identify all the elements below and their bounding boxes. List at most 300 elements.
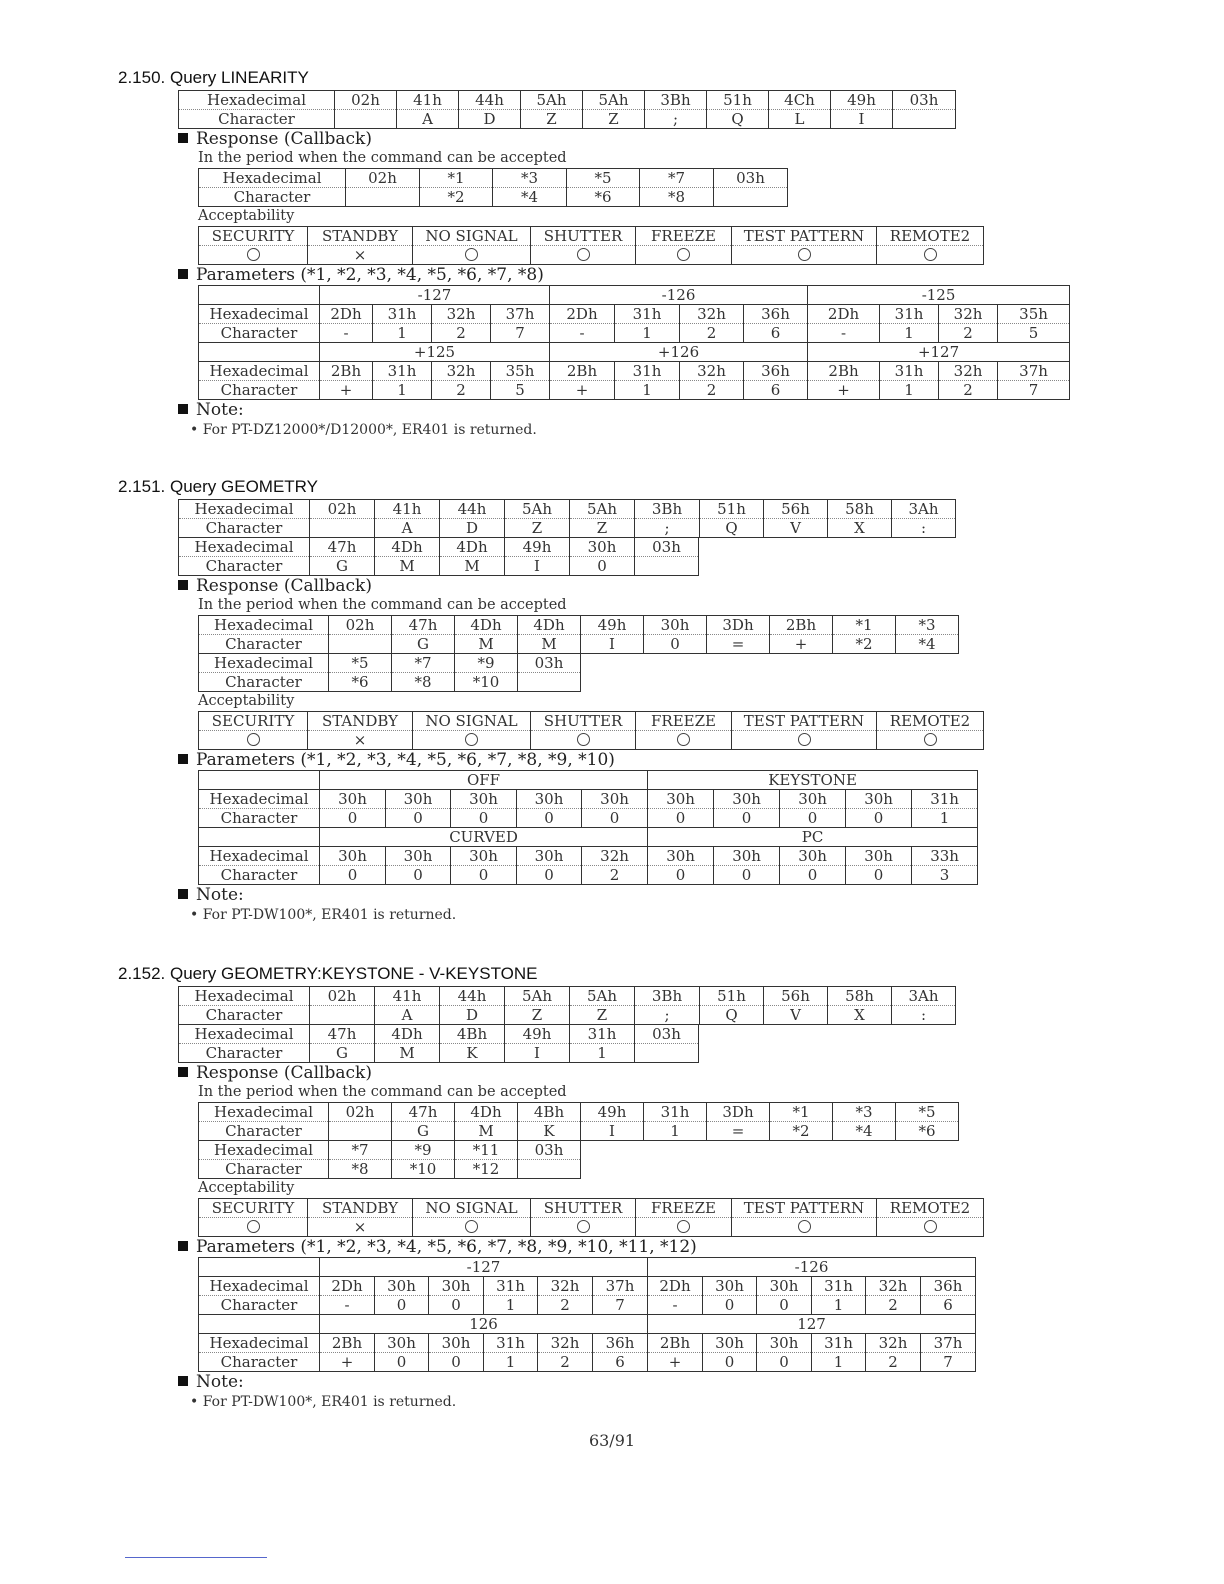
char-cell: 0 bbox=[780, 866, 846, 885]
char-cell: + bbox=[320, 1353, 375, 1372]
parameters-heading: Parameters (*1, *2, *3, *4, *5, *6, *7, *8, *9, *10, *11, *12) bbox=[178, 1237, 984, 1257]
char-cell: - bbox=[320, 1296, 375, 1315]
char-cell: Z bbox=[505, 519, 570, 538]
command-table-continued bbox=[178, 1024, 699, 1063]
char-cell: Z bbox=[570, 1006, 635, 1025]
char-cell: - bbox=[320, 324, 373, 343]
char-cell: 0 bbox=[703, 1353, 757, 1372]
table-row bbox=[179, 110, 956, 129]
table-row bbox=[199, 866, 978, 885]
accepted-circle-icon bbox=[732, 1218, 877, 1237]
hex-cell: 30h bbox=[648, 847, 714, 866]
hex-cell: 4Dh bbox=[455, 1103, 518, 1122]
table-row bbox=[179, 500, 956, 519]
accepted-circle-icon bbox=[636, 246, 732, 265]
hex-cell: 02h bbox=[310, 987, 375, 1006]
char-cell bbox=[635, 557, 699, 576]
hex-cell: *5 bbox=[896, 1103, 959, 1122]
char-cell: *8 bbox=[640, 188, 714, 207]
section-title: 2.151. Query GEOMETRY bbox=[118, 477, 318, 496]
hex-cell: 30h bbox=[644, 616, 707, 635]
row-label: Hexadecimal bbox=[199, 654, 329, 673]
row-label: Hexadecimal bbox=[179, 538, 310, 557]
hex-cell: 30h bbox=[703, 1277, 757, 1296]
note-heading: Note: bbox=[178, 885, 984, 905]
char-cell: : bbox=[892, 1006, 956, 1025]
hex-cell: 03h bbox=[518, 1141, 581, 1160]
hex-cell: 2Dh bbox=[320, 305, 373, 324]
response-subtitle: In the period when the command can be accepted bbox=[198, 597, 567, 613]
hex-cell: 36h bbox=[593, 1334, 648, 1353]
hex-cell: 32h bbox=[866, 1277, 921, 1296]
hex-cell: 37h bbox=[593, 1277, 648, 1296]
hex-cell: 44h bbox=[440, 500, 505, 519]
table-row bbox=[179, 1006, 956, 1025]
hex-cell: 2Bh bbox=[550, 362, 615, 381]
hex-cell: 32h bbox=[538, 1334, 593, 1353]
hex-cell: 30h bbox=[386, 790, 451, 809]
hex-cell: 4Bh bbox=[518, 1103, 581, 1122]
acceptability-header: STANDBY bbox=[308, 712, 413, 731]
char-cell: L bbox=[769, 110, 831, 129]
acceptability-header: REMOTE2 bbox=[877, 712, 984, 731]
char-cell: Z bbox=[521, 110, 583, 129]
acceptability-header: FREEZE bbox=[636, 1199, 732, 1218]
hex-cell: 31h bbox=[880, 305, 939, 324]
hex-cell: *9 bbox=[392, 1141, 455, 1160]
char-cell: Z bbox=[505, 1006, 570, 1025]
table-row bbox=[199, 673, 581, 692]
char-cell: 1 bbox=[484, 1296, 538, 1315]
hex-cell: 5Ah bbox=[505, 500, 570, 519]
char-cell: 6 bbox=[744, 381, 808, 400]
table-row bbox=[199, 1334, 976, 1353]
char-cell: M bbox=[518, 635, 581, 654]
table-row bbox=[199, 1315, 976, 1334]
row-label: Character bbox=[179, 519, 310, 538]
hex-cell: 02h bbox=[335, 91, 397, 110]
hex-cell: 41h bbox=[375, 500, 440, 519]
char-cell: Q bbox=[707, 110, 769, 129]
acceptability-header: SECURITY bbox=[199, 227, 308, 246]
char-cell: : bbox=[892, 519, 956, 538]
hex-cell: 30h bbox=[780, 847, 846, 866]
char-cell: 2 bbox=[939, 381, 998, 400]
char-cell: Q bbox=[700, 1006, 764, 1025]
char-cell: I bbox=[505, 557, 570, 576]
acceptability-label: Acceptability bbox=[198, 693, 295, 709]
char-cell bbox=[346, 188, 420, 207]
table-row bbox=[199, 847, 978, 866]
acceptability-header: SHUTTER bbox=[531, 227, 636, 246]
hex-cell: *5 bbox=[329, 654, 392, 673]
hex-cell: 47h bbox=[310, 538, 375, 557]
char-cell: - bbox=[550, 324, 615, 343]
hex-cell: 31h bbox=[615, 305, 680, 324]
section-title: 2.152. Query GEOMETRY:KEYSTONE - V-KEYSTONE bbox=[118, 964, 538, 983]
char-cell: M bbox=[440, 557, 505, 576]
char-cell: 0 bbox=[451, 866, 517, 885]
acceptability-header: FREEZE bbox=[636, 712, 732, 731]
char-cell: + bbox=[648, 1353, 703, 1372]
char-cell: K bbox=[518, 1122, 581, 1141]
command-table bbox=[178, 90, 956, 129]
bullet-square-icon bbox=[178, 133, 188, 143]
note-text: • For PT-DZ12000*/D12000*, ER401 is returned. bbox=[190, 422, 537, 438]
hex-cell: 30h bbox=[451, 847, 517, 866]
response-subtitle: In the period when the command can be accepted bbox=[198, 1084, 567, 1100]
accepted-circle-icon bbox=[877, 1218, 984, 1237]
response-subtitle: In the period when the command can be accepted bbox=[198, 150, 567, 166]
char-cell: 0 bbox=[386, 809, 451, 828]
char-cell: 0 bbox=[846, 809, 912, 828]
accepted-circle-icon bbox=[199, 1218, 308, 1237]
response-table bbox=[198, 1102, 959, 1141]
char-cell: 1 bbox=[373, 324, 432, 343]
char-cell: M bbox=[455, 635, 518, 654]
acceptability-header: FREEZE bbox=[636, 227, 732, 246]
hex-cell: 49h bbox=[581, 616, 644, 635]
acceptability-header: SECURITY bbox=[199, 1199, 308, 1218]
char-cell bbox=[310, 519, 375, 538]
hex-cell: 49h bbox=[831, 91, 893, 110]
table-row bbox=[199, 809, 978, 828]
hex-cell: 47h bbox=[310, 1025, 375, 1044]
row-label: Character bbox=[199, 188, 346, 207]
acceptability-table bbox=[198, 711, 984, 750]
char-cell: 1 bbox=[570, 1044, 635, 1063]
hex-cell: 03h bbox=[893, 91, 956, 110]
param-name: OFF bbox=[320, 771, 648, 790]
parameters-table bbox=[198, 1257, 976, 1372]
acceptability-header: REMOTE2 bbox=[877, 227, 984, 246]
table-row bbox=[199, 286, 1070, 305]
char-cell: 0 bbox=[320, 809, 386, 828]
char-cell: 0 bbox=[517, 809, 582, 828]
bullet-square-icon bbox=[178, 1376, 188, 1386]
table-row bbox=[199, 343, 1070, 362]
param-name: -126 bbox=[550, 286, 808, 305]
response-heading: Response (Callback) bbox=[178, 1063, 984, 1083]
hex-cell: 31h bbox=[373, 362, 432, 381]
row-label: Hexadecimal bbox=[199, 790, 320, 809]
char-cell: 2 bbox=[538, 1296, 593, 1315]
page-number: 63/91 bbox=[588, 1431, 636, 1450]
hex-cell: 32h bbox=[680, 305, 744, 324]
accepted-circle-icon bbox=[531, 246, 636, 265]
acceptability-header: NO SIGNAL bbox=[413, 227, 531, 246]
char-cell: = bbox=[707, 1122, 770, 1141]
char-cell: 0 bbox=[644, 635, 707, 654]
char-cell: + bbox=[770, 635, 833, 654]
char-cell: I bbox=[581, 1122, 644, 1141]
hex-cell: 4Ch bbox=[769, 91, 831, 110]
hex-cell: 30h bbox=[714, 790, 780, 809]
table-row bbox=[199, 771, 978, 790]
hex-cell: 2Bh bbox=[320, 1334, 375, 1353]
char-cell bbox=[893, 110, 956, 129]
char-cell: 2 bbox=[432, 324, 491, 343]
char-cell: 5 bbox=[491, 381, 550, 400]
char-cell: G bbox=[392, 635, 455, 654]
accepted-circle-icon bbox=[732, 731, 877, 750]
row-label: Hexadecimal bbox=[199, 1277, 320, 1296]
row-label: Hexadecimal bbox=[199, 1334, 320, 1353]
hex-cell: 30h bbox=[780, 790, 846, 809]
hex-cell: *9 bbox=[455, 654, 518, 673]
char-cell: 1 bbox=[373, 381, 432, 400]
accepted-circle-icon bbox=[199, 246, 308, 265]
row-label: Character bbox=[199, 866, 320, 885]
bullet-square-icon bbox=[178, 404, 188, 414]
hex-cell: 30h bbox=[582, 790, 648, 809]
row-label: Hexadecimal bbox=[199, 169, 346, 188]
hex-cell: 30h bbox=[846, 847, 912, 866]
row-label: Hexadecimal bbox=[179, 987, 310, 1006]
table-row bbox=[179, 519, 956, 538]
hex-cell: 2Dh bbox=[648, 1277, 703, 1296]
hex-cell: 2Bh bbox=[808, 362, 880, 381]
char-cell: I bbox=[581, 635, 644, 654]
char-cell: 1 bbox=[484, 1353, 538, 1372]
char-cell: *4 bbox=[896, 635, 959, 654]
char-cell: 2 bbox=[680, 381, 744, 400]
char-cell: *6 bbox=[567, 188, 640, 207]
hex-cell: 49h bbox=[581, 1103, 644, 1122]
char-cell: 1 bbox=[615, 324, 680, 343]
hex-cell: 31h bbox=[880, 362, 939, 381]
char-cell: V bbox=[764, 519, 828, 538]
param-name: 127 bbox=[648, 1315, 976, 1334]
response-table bbox=[198, 615, 959, 654]
bullet-square-icon bbox=[178, 754, 188, 764]
table-row bbox=[199, 246, 984, 265]
char-cell: M bbox=[455, 1122, 518, 1141]
char-cell: *6 bbox=[329, 673, 392, 692]
param-name: KEYSTONE bbox=[648, 771, 978, 790]
char-cell: V bbox=[764, 1006, 828, 1025]
char-cell: 3 bbox=[912, 866, 978, 885]
char-cell: 6 bbox=[744, 324, 808, 343]
hex-cell: 31h bbox=[484, 1334, 538, 1353]
response-heading: Response (Callback) bbox=[178, 576, 984, 596]
not-accepted-cross: × bbox=[308, 246, 413, 265]
char-cell: 0 bbox=[570, 557, 635, 576]
hex-cell: 30h bbox=[375, 1334, 429, 1353]
command-table-continued bbox=[178, 537, 699, 576]
hex-cell: 30h bbox=[320, 790, 386, 809]
char-cell: - bbox=[808, 324, 880, 343]
hex-cell: 41h bbox=[375, 987, 440, 1006]
char-cell: 5 bbox=[998, 324, 1070, 343]
char-cell: *2 bbox=[420, 188, 493, 207]
hex-cell: 47h bbox=[392, 616, 455, 635]
hex-cell: 03h bbox=[635, 1025, 699, 1044]
char-cell: 1 bbox=[880, 324, 939, 343]
char-cell: *4 bbox=[493, 188, 567, 207]
char-cell bbox=[310, 1006, 375, 1025]
parameters-heading: Parameters (*1, *2, *3, *4, *5, *6, *7, *8) bbox=[178, 265, 1070, 285]
char-cell: *6 bbox=[896, 1122, 959, 1141]
hex-cell: 03h bbox=[714, 169, 788, 188]
char-cell: + bbox=[550, 381, 615, 400]
hex-cell: 4Dh bbox=[375, 1025, 440, 1044]
hex-cell: 36h bbox=[744, 305, 808, 324]
acceptability-header: SHUTTER bbox=[531, 1199, 636, 1218]
table-row bbox=[199, 1122, 959, 1141]
table-row bbox=[199, 1277, 976, 1296]
table-row bbox=[179, 1044, 699, 1063]
hex-cell: 56h bbox=[764, 500, 828, 519]
table-row bbox=[199, 731, 984, 750]
char-cell bbox=[329, 635, 392, 654]
accepted-circle-icon bbox=[413, 246, 531, 265]
char-cell: 7 bbox=[491, 324, 550, 343]
hex-cell: 4Bh bbox=[440, 1025, 505, 1044]
table-row bbox=[199, 362, 1070, 381]
accepted-circle-icon bbox=[413, 1218, 531, 1237]
char-cell: 0 bbox=[757, 1353, 812, 1372]
hex-cell: 2Bh bbox=[648, 1334, 703, 1353]
hex-cell: 3Bh bbox=[635, 987, 700, 1006]
hex-cell: 30h bbox=[517, 790, 582, 809]
char-cell: A bbox=[397, 110, 459, 129]
not-accepted-cross: × bbox=[308, 1218, 413, 1237]
response-table bbox=[198, 168, 788, 207]
char-cell: 6 bbox=[593, 1353, 648, 1372]
row-label: Character bbox=[199, 673, 329, 692]
hex-cell: 32h bbox=[939, 305, 998, 324]
hex-cell: 4Dh bbox=[455, 616, 518, 635]
hex-cell: 30h bbox=[320, 847, 386, 866]
char-cell: 0 bbox=[757, 1296, 812, 1315]
response-heading: Response (Callback) bbox=[178, 129, 1070, 149]
char-cell: Q bbox=[700, 519, 764, 538]
hex-cell: *5 bbox=[567, 169, 640, 188]
hex-cell: 30h bbox=[517, 847, 582, 866]
table-row bbox=[199, 1258, 976, 1277]
hex-cell: 5Ah bbox=[505, 987, 570, 1006]
table-row bbox=[199, 227, 984, 246]
char-cell: 2 bbox=[582, 866, 648, 885]
hex-cell: 32h bbox=[582, 847, 648, 866]
note-text: • For PT-DW100*, ER401 is returned. bbox=[190, 907, 457, 923]
accepted-circle-icon bbox=[877, 731, 984, 750]
char-cell: *2 bbox=[770, 1122, 833, 1141]
acceptability-header: SECURITY bbox=[199, 712, 308, 731]
accepted-circle-icon bbox=[732, 246, 877, 265]
char-cell: + bbox=[320, 381, 373, 400]
table-row bbox=[199, 1103, 959, 1122]
hex-cell: 36h bbox=[744, 362, 808, 381]
hex-cell: 37h bbox=[921, 1334, 976, 1353]
char-cell: 1 bbox=[880, 381, 939, 400]
row-label: Character bbox=[179, 557, 310, 576]
parameters-table bbox=[198, 285, 1070, 400]
char-cell: = bbox=[707, 635, 770, 654]
table-row bbox=[199, 1160, 581, 1179]
char-cell: *10 bbox=[455, 673, 518, 692]
char-cell: 2 bbox=[866, 1353, 921, 1372]
char-cell: *4 bbox=[833, 1122, 896, 1141]
section-title: 2.150. Query LINEARITY bbox=[118, 68, 309, 87]
char-cell bbox=[714, 188, 788, 207]
param-name: CURVED bbox=[320, 828, 648, 847]
accepted-circle-icon bbox=[413, 731, 531, 750]
char-cell: 0 bbox=[582, 809, 648, 828]
row-label: Character bbox=[199, 324, 320, 343]
hex-cell: 47h bbox=[392, 1103, 455, 1122]
hex-cell: 2Dh bbox=[808, 305, 880, 324]
hex-cell: 32h bbox=[866, 1334, 921, 1353]
char-cell: 2 bbox=[680, 324, 744, 343]
table-row bbox=[199, 616, 959, 635]
hex-cell: 2Dh bbox=[550, 305, 615, 324]
hex-cell: 35h bbox=[998, 305, 1070, 324]
char-cell: G bbox=[310, 557, 375, 576]
table-row bbox=[199, 1199, 984, 1218]
hex-cell: *7 bbox=[640, 169, 714, 188]
row-label: Hexadecimal bbox=[179, 500, 310, 519]
char-cell: ; bbox=[645, 110, 707, 129]
table-row bbox=[179, 987, 956, 1006]
row-label: Character bbox=[199, 1296, 320, 1315]
acceptability-header: TEST PATTERN bbox=[732, 1199, 877, 1218]
hex-cell: 2Dh bbox=[320, 1277, 375, 1296]
param-name: +127 bbox=[808, 343, 1070, 362]
hex-cell: *3 bbox=[896, 616, 959, 635]
table-row bbox=[179, 91, 956, 110]
char-cell: *12 bbox=[455, 1160, 518, 1179]
char-cell: 0 bbox=[386, 866, 451, 885]
note-text: • For PT-DW100*, ER401 is returned. bbox=[190, 1394, 457, 1410]
param-name: -125 bbox=[808, 286, 1070, 305]
hex-cell: 31h bbox=[373, 305, 432, 324]
char-cell: *10 bbox=[392, 1160, 455, 1179]
bullet-square-icon bbox=[178, 1241, 188, 1251]
char-cell: 7 bbox=[593, 1296, 648, 1315]
hex-cell: 30h bbox=[703, 1334, 757, 1353]
row-label: Hexadecimal bbox=[199, 362, 320, 381]
char-cell: A bbox=[375, 519, 440, 538]
row-label: Hexadecimal bbox=[199, 1103, 329, 1122]
param-name: +126 bbox=[550, 343, 808, 362]
table-row bbox=[199, 654, 581, 673]
char-cell bbox=[329, 1122, 392, 1141]
row-label: Character bbox=[179, 1006, 310, 1025]
hex-cell: 4Dh bbox=[375, 538, 440, 557]
char-cell: 7 bbox=[998, 381, 1070, 400]
table-row bbox=[199, 188, 788, 207]
accepted-circle-icon bbox=[531, 1218, 636, 1237]
command-table bbox=[178, 499, 956, 538]
hex-cell: 5Ah bbox=[570, 987, 635, 1006]
char-cell: ; bbox=[635, 1006, 700, 1025]
char-cell: 2 bbox=[866, 1296, 921, 1315]
note-heading: Note: bbox=[178, 1372, 984, 1392]
char-cell: 1 bbox=[812, 1353, 866, 1372]
hex-cell: 2Bh bbox=[320, 362, 373, 381]
hex-cell: 30h bbox=[648, 790, 714, 809]
char-cell: 1 bbox=[812, 1296, 866, 1315]
hex-cell: 30h bbox=[757, 1277, 812, 1296]
param-name: 126 bbox=[320, 1315, 648, 1334]
accepted-circle-icon bbox=[199, 731, 308, 750]
hex-cell: 44h bbox=[459, 91, 521, 110]
hex-cell: 30h bbox=[714, 847, 780, 866]
accepted-circle-icon bbox=[531, 731, 636, 750]
hex-cell: 31h bbox=[570, 1025, 635, 1044]
